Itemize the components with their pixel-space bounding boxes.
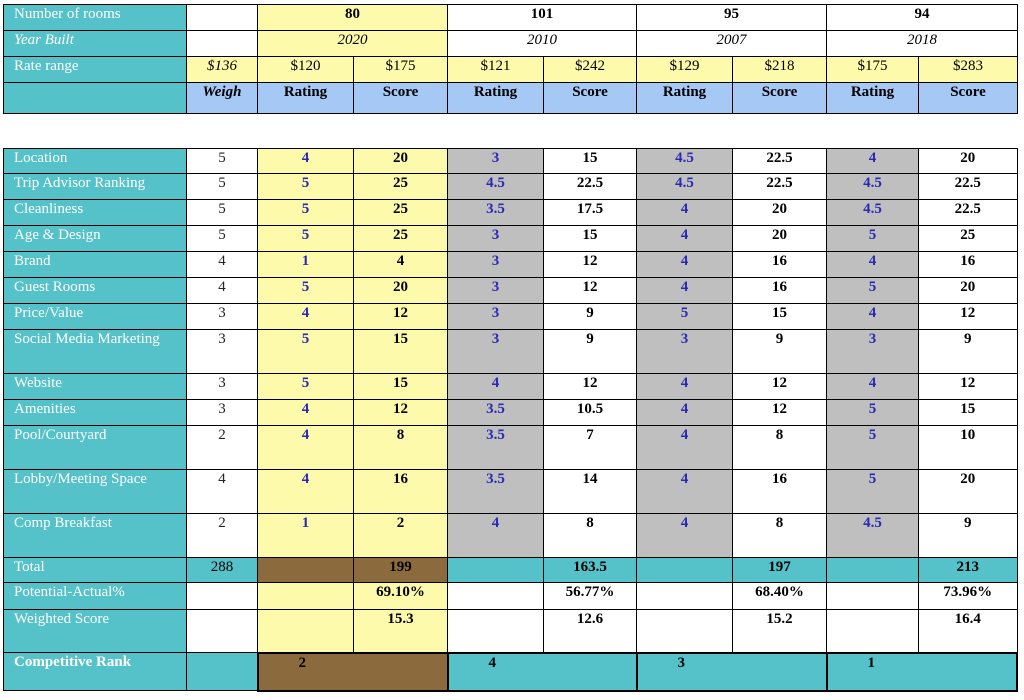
hotel2-score-cell: 14 — [544, 470, 637, 514]
hotel1-score-cell: 25 — [354, 226, 448, 252]
weighted-row — [4, 610, 1018, 653]
hotel4-score-cell: 20 — [919, 278, 1018, 304]
rank-label: Competitive Rank — [4, 653, 187, 691]
hotel3-rating-cell: 4 — [637, 470, 733, 514]
hotel3-rating-cell: 4 — [637, 374, 733, 400]
criteria-row — [4, 174, 1018, 200]
hotel2-score-cell: 17.5 — [544, 200, 637, 226]
hotel4-rating-cell: 5 — [827, 226, 919, 252]
hotel2-score-cell: 9 — [544, 330, 637, 374]
criteria-weight: 3 — [187, 400, 258, 426]
hotel1-score-cell: 8 — [354, 426, 448, 470]
weigh-header: Weigh — [187, 83, 258, 114]
criteria-label: Cleanliness — [4, 200, 187, 226]
hotel2-rating-cell: 3 — [448, 330, 544, 374]
hotel3-score-cell: 8 — [733, 426, 827, 470]
hotel1-score-cell: 15 — [354, 330, 448, 374]
hotel3-score-cell: 20 — [733, 226, 827, 252]
hotel1-score-cell: 16 — [354, 470, 448, 514]
hotel4-rating-cell: 4.5 — [827, 514, 919, 558]
criteria-weight: 3 — [187, 330, 258, 374]
hotel4-year: 2018 — [827, 31, 1018, 57]
hotel1-rating-cell: 5 — [258, 226, 354, 252]
hotel1-rating-cell: 4 — [258, 400, 354, 426]
hotel2-score-cell: 7 — [544, 426, 637, 470]
criteria-weight: 4 — [187, 278, 258, 304]
hotel2-rating-header: Rating — [448, 83, 544, 114]
hotel1-rating-cell: 5 — [258, 278, 354, 304]
hotel4-rating-cell: 4 — [827, 374, 919, 400]
hotel3-weighted: 15.2 — [733, 610, 827, 653]
hotel2-score-cell: 12 — [544, 278, 637, 304]
hotel1-score-cell: 12 — [354, 400, 448, 426]
criteria-row — [4, 470, 1018, 514]
hotel3-rating-cell: 4 — [637, 200, 733, 226]
criteria-label: Pool/Courtyard — [4, 426, 187, 470]
hotel4-rating-cell: 5 — [827, 426, 919, 470]
hotel2-score-cell: 8 — [544, 514, 637, 558]
rate-label: Rate range — [4, 57, 187, 83]
criteria-row — [4, 374, 1018, 400]
hotel3-score-cell: 20 — [733, 200, 827, 226]
weigh-rate: $136 — [187, 57, 258, 83]
hotel1-score-cell: 15 — [354, 374, 448, 400]
hotel2-score-cell: 15 — [544, 226, 637, 252]
criteria-row — [4, 304, 1018, 330]
hotel1-rating-cell: 1 — [258, 252, 354, 278]
hotel4-total: 213 — [919, 558, 1018, 583]
year-label: Year Built — [4, 31, 187, 57]
hotel2-potential: 56.77% — [544, 583, 637, 610]
hotel1-rooms: 80 — [258, 5, 448, 31]
total-row — [4, 558, 1018, 583]
hotel1-rating-cell: 5 — [258, 200, 354, 226]
criteria-weight: 5 — [187, 226, 258, 252]
criteria-label: Age & Design — [4, 226, 187, 252]
hotel4-score-cell: 25 — [919, 226, 1018, 252]
potential-row — [4, 583, 1018, 610]
hotel3-score-header: Score — [733, 83, 827, 114]
hotel3-rating-cell: 4 — [637, 426, 733, 470]
criteria-row — [4, 226, 1018, 252]
hotel2-score-cell: 15 — [544, 149, 637, 174]
hotel3-rating-cell: 5 — [637, 304, 733, 330]
hotel4-rating-header: Rating — [827, 83, 919, 114]
hotel1-rating-cell: 4 — [258, 470, 354, 514]
hotel1-total: 199 — [354, 558, 448, 583]
criteria-row — [4, 426, 1018, 470]
hotel2-score-cell: 10.5 — [544, 400, 637, 426]
hotel3-score-cell: 16 — [733, 252, 827, 278]
ratings-table — [3, 148, 1018, 692]
hotel4-score-header: Score — [919, 83, 1018, 114]
criteria-label: Amenities — [4, 400, 187, 426]
hotel4-potential: 73.96% — [919, 583, 1018, 610]
rate-row — [4, 57, 1018, 83]
hotel2-year: 2010 — [448, 31, 637, 57]
criteria-label: Website — [4, 374, 187, 400]
rank-row — [4, 653, 1018, 691]
criteria-row — [4, 252, 1018, 278]
hotel3-score-cell: 16 — [733, 470, 827, 514]
hotel4-score-cell: 15 — [919, 400, 1018, 426]
hotel4-rating-cell: 4.5 — [827, 200, 919, 226]
hotel1-weighted: 15.3 — [354, 610, 448, 653]
hotel4-score-cell: 22.5 — [919, 174, 1018, 200]
hotel2-rank: 4 — [448, 653, 637, 691]
hotel4-score-cell: 22.5 — [919, 200, 1018, 226]
hotel1-score-cell: 2 — [354, 514, 448, 558]
hotel3-rating-cell: 4 — [637, 278, 733, 304]
hotel1-score-header: Score — [354, 83, 448, 114]
hotel4-score-cell: 9 — [919, 330, 1018, 374]
hotel3-score-cell: 9 — [733, 330, 827, 374]
hotel3-score-cell: 22.5 — [733, 174, 827, 200]
hotel1-rate-high: $175 — [354, 57, 448, 83]
criteria-label: Trip Advisor Ranking — [4, 174, 187, 200]
criteria-weight: 5 — [187, 200, 258, 226]
hotel4-rank: 1 — [827, 653, 1018, 691]
hotel3-score-cell: 16 — [733, 278, 827, 304]
criteria-weight: 5 — [187, 149, 258, 174]
hotel3-rating-cell: 4.5 — [637, 174, 733, 200]
hotel4-rating-cell: 5 — [827, 470, 919, 514]
hotel1-rating-header: Rating — [258, 83, 354, 114]
hotel3-rating-cell: 4 — [637, 226, 733, 252]
hotel2-total: 163.5 — [544, 558, 637, 583]
criteria-row — [4, 514, 1018, 558]
hotel2-rate-high: $242 — [544, 57, 637, 83]
rooms-label: Number of rooms — [4, 5, 187, 31]
total-label: Total — [4, 558, 187, 583]
criteria-weight: 2 — [187, 426, 258, 470]
hotel2-score-cell: 22.5 — [544, 174, 637, 200]
hotel4-score-cell: 12 — [919, 374, 1018, 400]
hotel3-rate-high: $218 — [733, 57, 827, 83]
hotel2-rating-cell: 3 — [448, 149, 544, 174]
hotel4-rating-cell: 4 — [827, 304, 919, 330]
hotel2-rating-cell: 3.5 — [448, 200, 544, 226]
hotel3-rating-header: Rating — [637, 83, 733, 114]
hotel3-potential: 68.40% — [733, 583, 827, 610]
hotel1-rating-cell: 5 — [258, 174, 354, 200]
hotel2-rating-cell: 3 — [448, 304, 544, 330]
hotel3-score-cell: 8 — [733, 514, 827, 558]
hotel4-rating-cell: 4 — [827, 252, 919, 278]
hotel3-rating-cell: 4 — [637, 252, 733, 278]
hotel4-rating-cell: 3 — [827, 330, 919, 374]
criteria-row — [4, 278, 1018, 304]
hotel2-rating-cell: 4 — [448, 374, 544, 400]
hotel2-score-cell: 12 — [544, 252, 637, 278]
hotel2-rating-cell: 4 — [448, 514, 544, 558]
hotel1-rank: 2 — [258, 653, 448, 691]
hotel3-score-cell: 22.5 — [733, 149, 827, 174]
criteria-row — [4, 200, 1018, 226]
hotel3-score-cell: 15 — [733, 304, 827, 330]
hotel1-potential: 69.10% — [354, 583, 448, 610]
year-row — [4, 31, 1018, 57]
criteria-label: Social Media Marketing — [4, 330, 187, 374]
hotel4-rooms: 94 — [827, 5, 1018, 31]
hotel1-score-cell: 4 — [354, 252, 448, 278]
criteria-weight: 3 — [187, 374, 258, 400]
weighted-label: Weighted Score — [4, 610, 187, 653]
hotel2-rate-low: $121 — [448, 57, 544, 83]
header-table — [3, 4, 1018, 114]
criteria-weight: 5 — [187, 174, 258, 200]
hotel2-rating-cell: 3 — [448, 278, 544, 304]
hotel2-weighted: 12.6 — [544, 610, 637, 653]
hotel4-rating-cell: 4 — [827, 149, 919, 174]
criteria-label: Price/Value — [4, 304, 187, 330]
criteria-label: Brand — [4, 252, 187, 278]
hotel3-year: 2007 — [637, 31, 827, 57]
hotel4-score-cell: 20 — [919, 149, 1018, 174]
criteria-label: Lobby/Meeting Space — [4, 470, 187, 514]
hotel4-score-cell: 9 — [919, 514, 1018, 558]
hotel1-rating-cell: 4 — [258, 426, 354, 470]
hotel1-year: 2020 — [258, 31, 448, 57]
hotel2-rating-cell: 3 — [448, 226, 544, 252]
hotel1-rating-cell: 1 — [258, 514, 354, 558]
hotel3-rooms: 95 — [637, 5, 827, 31]
column-header-row — [4, 83, 1018, 114]
hotel1-score-cell: 20 — [354, 278, 448, 304]
hotel1-rating-cell: 5 — [258, 374, 354, 400]
hotel4-rate-low: $175 — [827, 57, 919, 83]
hotel3-total: 197 — [733, 558, 827, 583]
hotel1-score-cell: 25 — [354, 174, 448, 200]
hotel3-rating-cell: 4 — [637, 514, 733, 558]
hotel2-rating-cell: 3.5 — [448, 470, 544, 514]
criteria-row — [4, 149, 1018, 174]
hotel1-score-cell: 25 — [354, 200, 448, 226]
criteria-weight: 3 — [187, 304, 258, 330]
hotel4-score-cell: 20 — [919, 470, 1018, 514]
hotel2-score-cell: 9 — [544, 304, 637, 330]
rooms-row — [4, 5, 1018, 31]
criteria-row — [4, 400, 1018, 426]
hotel2-rooms: 101 — [448, 5, 637, 31]
criteria-weight: 4 — [187, 470, 258, 514]
hotel1-score-cell: 20 — [354, 149, 448, 174]
hotel4-rate-high: $283 — [919, 57, 1018, 83]
hotel3-score-cell: 12 — [733, 400, 827, 426]
total-weight: 288 — [187, 558, 258, 583]
hotel3-rank: 3 — [637, 653, 827, 691]
hotel1-rate-low: $120 — [258, 57, 354, 83]
hotel2-score-cell: 12 — [544, 374, 637, 400]
hotel3-rating-cell: 4 — [637, 400, 733, 426]
hotel2-rating-cell: 3.5 — [448, 426, 544, 470]
hotel4-rating-cell: 5 — [827, 278, 919, 304]
hotel1-score-cell: 12 — [354, 304, 448, 330]
hotel2-score-header: Score — [544, 83, 637, 114]
criteria-label: Comp Breakfast — [4, 514, 187, 558]
hotel4-score-cell: 10 — [919, 426, 1018, 470]
hotel4-score-cell: 16 — [919, 252, 1018, 278]
hotel3-rating-cell: 4.5 — [637, 149, 733, 174]
hotel4-weighted: 16.4 — [919, 610, 1018, 653]
hotel1-rating-cell: 4 — [258, 304, 354, 330]
hotel4-rating-cell: 4.5 — [827, 174, 919, 200]
hotel3-score-cell: 12 — [733, 374, 827, 400]
hotel1-rating-cell: 5 — [258, 330, 354, 374]
potential-label: Potential-Actual% — [4, 583, 187, 610]
hotel1-rating-cell: 4 — [258, 149, 354, 174]
hotel4-rating-cell: 5 — [827, 400, 919, 426]
criteria-row — [4, 330, 1018, 374]
criteria-weight: 2 — [187, 514, 258, 558]
hotel2-rating-cell: 3.5 — [448, 400, 544, 426]
hotel2-rating-cell: 4.5 — [448, 174, 544, 200]
hotel2-rating-cell: 3 — [448, 252, 544, 278]
criteria-label: Location — [4, 149, 187, 174]
hotel3-rating-cell: 3 — [637, 330, 733, 374]
hotel4-score-cell: 12 — [919, 304, 1018, 330]
criteria-weight: 4 — [187, 252, 258, 278]
hotel3-rate-low: $129 — [637, 57, 733, 83]
criteria-label: Guest Rooms — [4, 278, 187, 304]
